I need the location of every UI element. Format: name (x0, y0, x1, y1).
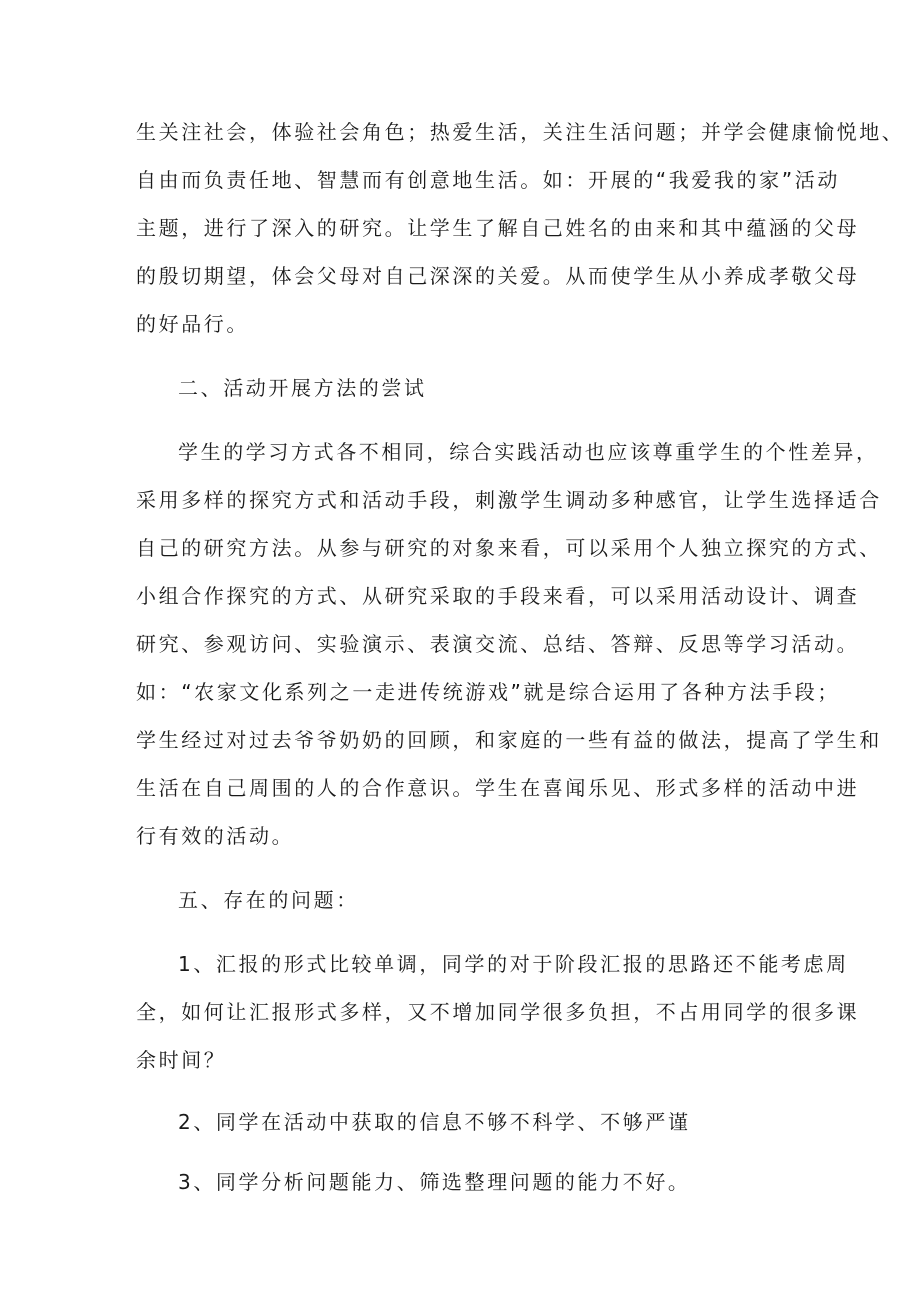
paragraph-2-line-3: 自己的研究方法。从参与研究的对象来看，可以采用个人独立探究的方式、 (136, 536, 882, 560)
section-heading-problems: 五、存在的问题： (178, 888, 359, 912)
paragraph-2-line-5: 研究、参观访问、实验演示、表演交流、总结、答辩、反思等学习活动。 (136, 632, 860, 656)
paragraph-1-line-1: 生关注社会，体验社会角色；热爱生活，关注生活问题；并学会健康愉悦地、 (136, 120, 905, 144)
problem-2: 2、同学在活动中获取的信息不够不科学、不够严谨 (178, 1110, 691, 1134)
paragraph-2-line-1: 学生的学习方式各不相同，综合实践活动也应该尊重学生的个性差异， (178, 440, 879, 464)
problem-1-line-3: 余时间？ (136, 1048, 227, 1072)
section-heading-methods: 二、活动开展方法的尝试 (178, 376, 427, 400)
paragraph-1-line-2: 自由而负责任地、智慧而有创意地生活。如：开展的“我爱我的家”活动 (136, 168, 840, 192)
paragraph-1-line-3: 主题，进行了深入的研究。让学生了解自己姓名的由来和其中蕴涵的父母 (136, 216, 860, 240)
paragraph-2-line-7: 学生经过对过去爷爷奶奶的回顾，和家庭的一些有益的做法，提高了学生和 (136, 728, 882, 752)
paragraph-1-line-5: 的好品行。 (136, 312, 249, 336)
paragraph-2-line-4: 小组合作探究的方式、从研究采取的手段来看，可以采用活动设计、调查 (136, 584, 860, 608)
paragraph-2-line-8: 生活在自己周围的人的合作意识。学生在喜闻乐见、形式多样的活动中进 (136, 776, 860, 800)
problem-1-line-1: 1、汇报的形式比较单调，同学的对于阶段汇报的思路还不能考虑周 (178, 952, 849, 976)
problem-3: 3、同学分析问题能力、筛选整理问题的能力不好。 (178, 1170, 691, 1194)
paragraph-2-line-6: 如：“农家文化系列之一走进传统游戏”就是综合运用了各种方法手段； (136, 680, 840, 704)
paragraph-2-line-9: 行有效的活动。 (136, 824, 295, 848)
paragraph-2-line-2: 采用多样的探究方式和活动手段，刺激学生调动多种感官，让学生选择适合 (136, 488, 882, 512)
paragraph-1-line-4: 的殷切期望，体会父母对自己深深的关爱。从而使学生从小养成孝敬父母 (136, 264, 860, 288)
problem-1-line-2: 全，如何让汇报形式多样，又不增加同学很多负担，不占用同学的很多课 (136, 1000, 860, 1024)
